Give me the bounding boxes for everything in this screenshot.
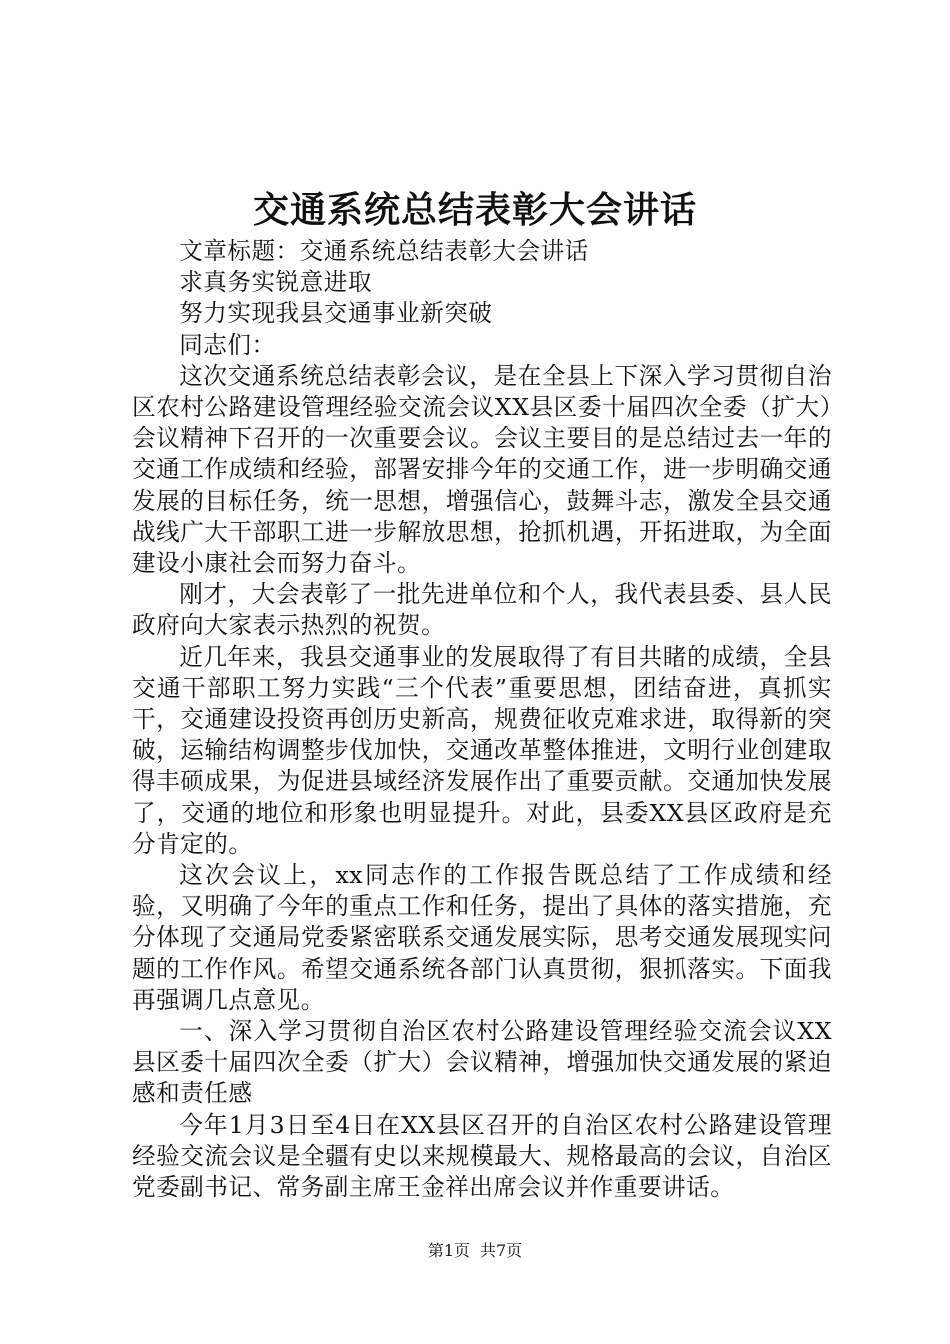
- paragraph: 今年1月3日至4日在XX县区召开的自治区农村公路建设管理经验交流会议是全疆有史以来规模最大、规格最高的会议，自治区党委副书记、常务副主席王金祥出席会议并作重要讲话。: [132, 1110, 832, 1202]
- paragraph: 这次会议上，xx同志作的工作报告既总结了工作成绩和经验，又明确了今年的重点工作和任务，提出了具体的落实措施，充分体现了交通局党委紧密联系交通发展实际，思考交通发展现实问题的工作作风。希望交通系统各部门认真贯彻，狠抓落实。下面我再强调几点意见。: [132, 861, 832, 1014]
- paragraph-salutation: 同志们：: [179, 330, 276, 359]
- paragraph-subtitle-2: 努力实现我县交通事业新突破: [179, 299, 493, 328]
- section-heading: 一、深入学习贯彻自治区农村公路建设管理经验交流会议XX县区委十届四次全委（扩大）会议精神，增强加快交通发展的紧迫感和责任感: [132, 1017, 832, 1108]
- paragraph: 这次交通系统总结表彰会议，是在全县上下深入学习贯彻自治区农村公路建设管理经验交流会议XX县区委十届四次全委（扩大）会议精神下召开的一次重要会议。会议主要目的是总结过去一年的交通工作成绩和经验，部署安排今年的交通工作，进一步明确交通发展的目标任务，统一思想，增强信心，鼓舞斗志，激发全县交通战线广大干部职工进一步解放思想，抢抓机遇，开拓进取，为全面建设小康社会而努力奋斗。: [132, 361, 832, 578]
- document-body: [132, 236, 832, 1203]
- page-total: 共7页: [480, 1241, 523, 1260]
- document-title: 交通系统总结表彰大会讲话: [252, 189, 697, 231]
- paragraph: 近几年来，我县交通事业的发展取得了有目共睹的成绩，全县交通干部职工努力实践“三个代表”重要思想，团结奋进，真抓实干，交通建设投资再创历史新高，规费征收克难求进，取得新的突破，运输结构调整步伐加快，交通改革整体推进，文明行业创建取得丰硕成果，为促进县域经济发展作出了重要贡献。交通加快发展了，交通的地位和形象也明显提升。对此，县委XX县区政府是充分肯定的。: [132, 642, 832, 858]
- paragraph-subtitle-1: 求真务实锐意进取: [179, 268, 372, 297]
- page-footer: [0, 1241, 950, 1261]
- page-number: 第1页: [427, 1241, 470, 1260]
- paragraph-article-title: 文章标题：交通系统总结表彰大会讲话: [179, 237, 589, 265]
- paragraph: 刚才，大会表彰了一批先进单位和个人，我代表县委、县人民政府向大家表示热烈的祝贺。: [132, 580, 832, 640]
